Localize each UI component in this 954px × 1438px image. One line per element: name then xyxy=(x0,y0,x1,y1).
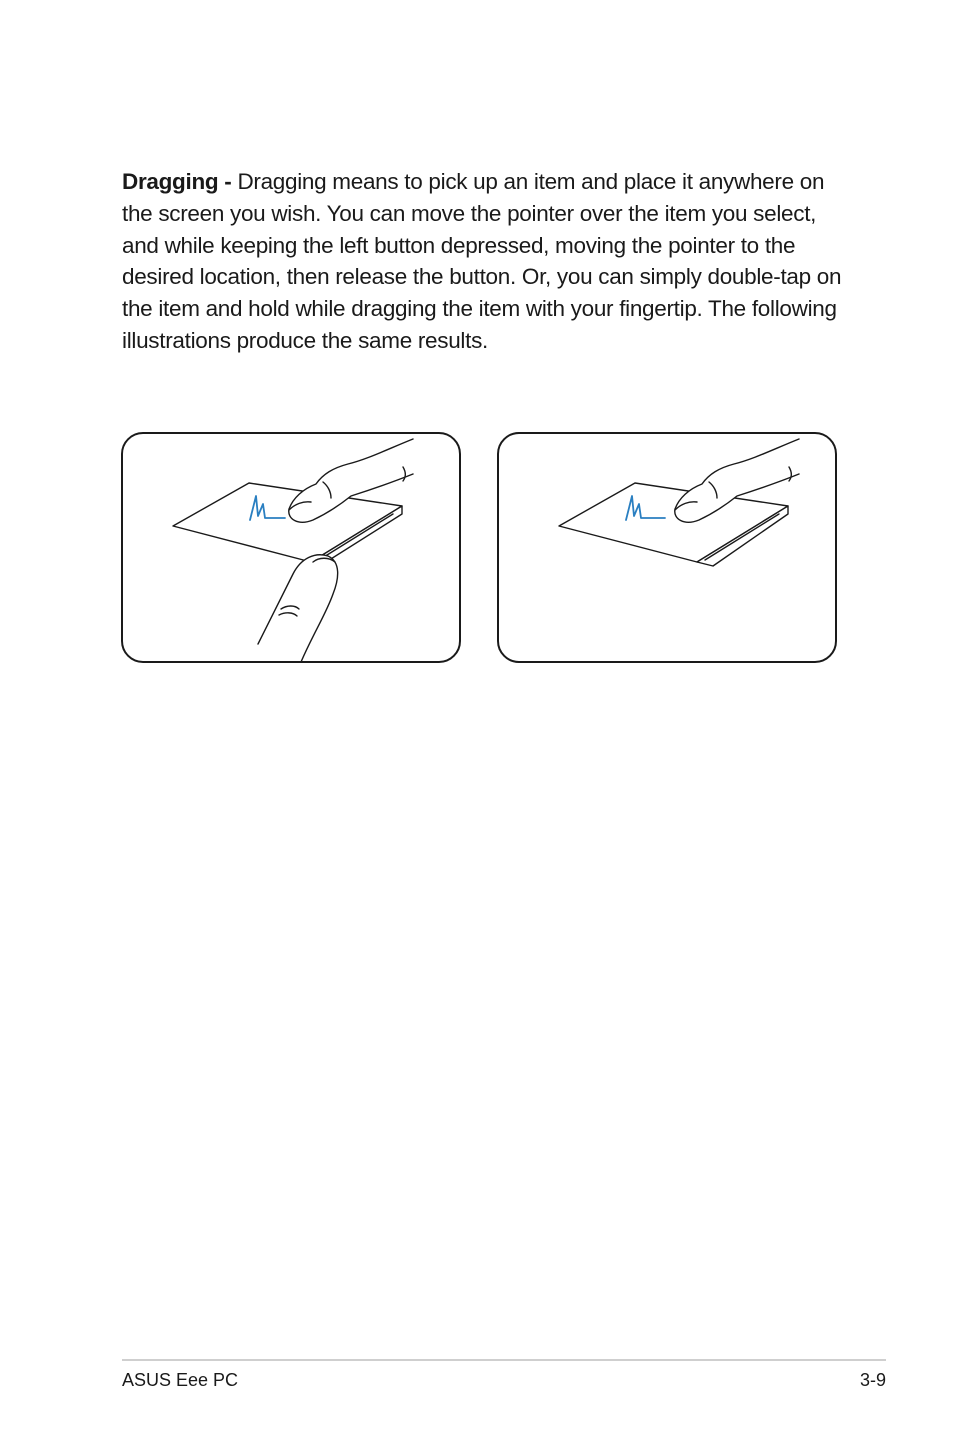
dragging-term: Dragging - xyxy=(122,169,232,194)
touchpad-double-tap-drag-illustration xyxy=(499,434,837,663)
figure-drag-with-button xyxy=(121,432,461,663)
dragging-description xyxy=(122,166,842,357)
footer-page-number: 3-9 xyxy=(859,1370,886,1390)
figure-double-tap-drag xyxy=(497,432,837,663)
footer-product-name: ASUS Eee PC xyxy=(122,1370,239,1390)
footer-divider xyxy=(122,1359,886,1361)
dragging-body-text: Dragging means to pick up an item and place it anywhere on the screen you wish. You can move the pointer over the item you select, and while keeping the left button depressed, moving the pointer to the desired location, then release the button. Or, you can simply double-tap on the item and hold while dragging the item with your fingertip. The following illustrations produce the same results. xyxy=(122,169,842,353)
touchpad-drag-with-button-illustration xyxy=(123,434,461,663)
